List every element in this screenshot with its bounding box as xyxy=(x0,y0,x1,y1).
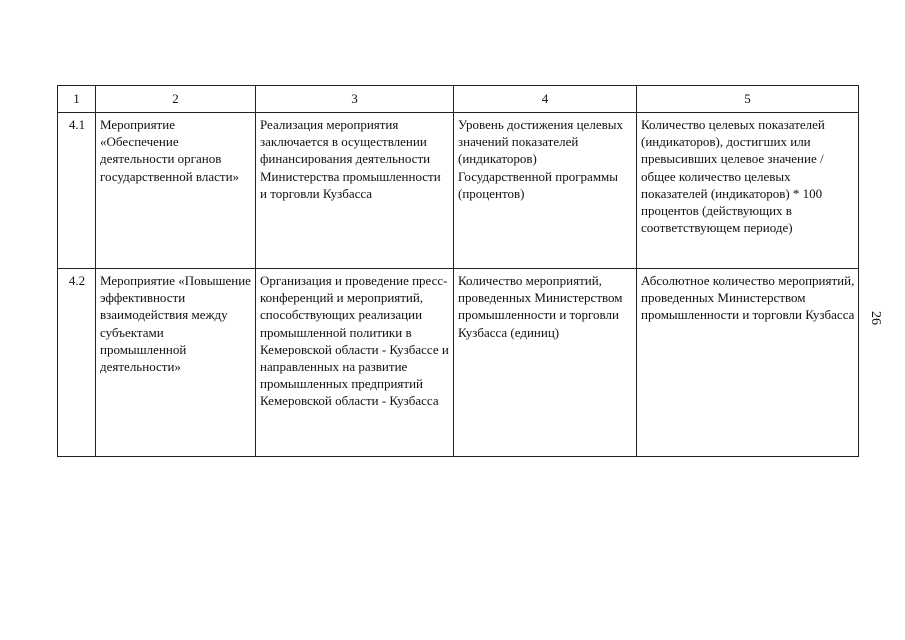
table-header-row xyxy=(58,86,859,113)
table-row xyxy=(58,269,859,457)
formula-cell: Количество целевых показателей (индикаторов), достигших или превысивших целевое значение / общее количество целевых показателей (индикаторов) * 100 процентов (действующих в соответствующем периоде) xyxy=(637,113,859,269)
row-number-cell: 4.1 xyxy=(58,113,96,269)
header-cell-col4: 4 xyxy=(454,86,637,113)
indicator-cell: Уровень достижения целевых значений показателей (индикаторов) Государственной программы (процентов) xyxy=(454,113,637,269)
document-table-container xyxy=(57,85,858,457)
header-cell-col1: 1 xyxy=(58,86,96,113)
header-cell-col3: 3 xyxy=(256,86,454,113)
table-row xyxy=(58,113,859,269)
description-cell: Организация и проведение пресс-конференций и мероприятий, способствующих реализации промышленной политики в Кемеровской области - Кузбассе и направленных на развитие промышленных предприятий Кемеровской области - Кузбасса xyxy=(256,269,454,457)
activity-cell: Мероприятие «Обеспечение деятельности органов государственной власти» xyxy=(96,113,256,269)
activity-cell: Мероприятие «Повышение эффективности взаимодействия между субъектами промышленной деятельности» xyxy=(96,269,256,457)
row-number-cell: 4.2 xyxy=(58,269,96,457)
indicators-table xyxy=(57,85,859,457)
formula-cell: Абсолютное количество мероприятий, проведенных Министерством промышленности и торговли Кузбасса xyxy=(637,269,859,457)
header-cell-col2: 2 xyxy=(96,86,256,113)
indicator-cell: Количество мероприятий, проведенных Министерством промышленности и торговли Кузбасса (единиц) xyxy=(454,269,637,457)
header-cell-col5: 5 xyxy=(637,86,859,113)
description-cell: Реализация мероприятия заключается в осуществлении финансирования деятельности Министерства промышленности и торговли Кузбасса xyxy=(256,113,454,269)
page-number: 26 xyxy=(868,311,883,325)
